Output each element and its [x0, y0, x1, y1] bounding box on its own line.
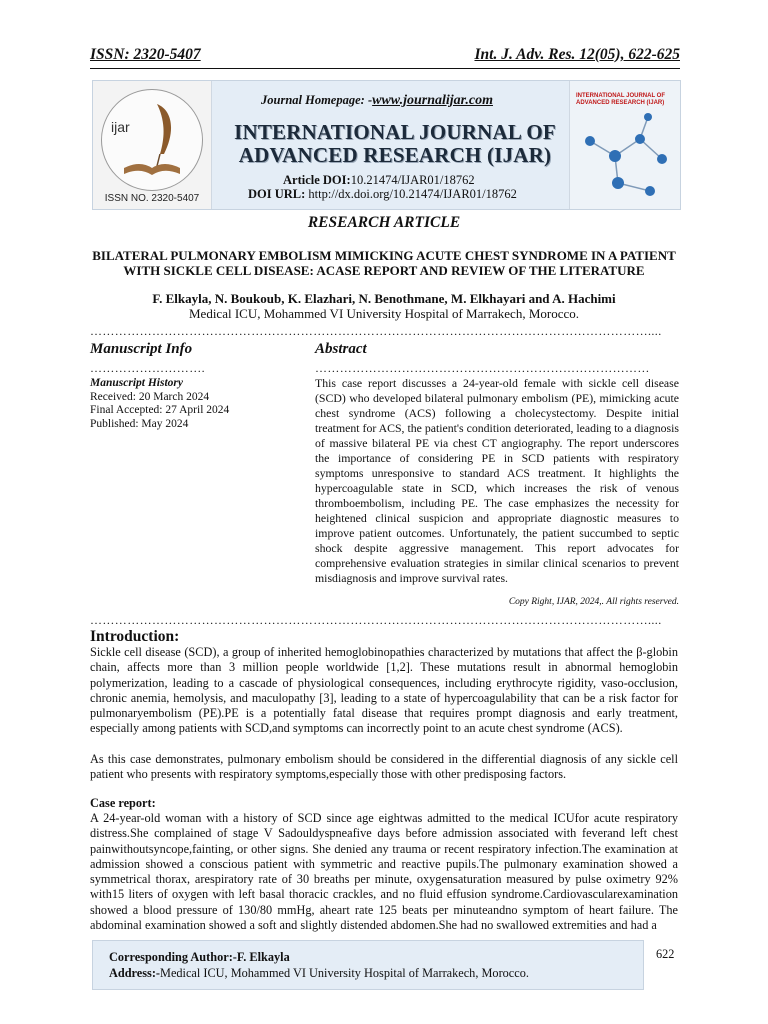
journal-cover [569, 81, 680, 209]
article-type: RESEARCH ARTICLE [307, 214, 461, 231]
molecule-graphic-icon [570, 81, 680, 209]
dotted-divider: ……………………………………………………………………………………………………………………….... [90, 324, 662, 338]
quill-book-icon [102, 90, 202, 190]
issn-label: ISSN: 2320-5407 [90, 46, 201, 63]
case-report-text: A 24-year-old woman with a history of SCD since age eightwas admitted to the medical ICUfor acute respiratory distress.She complained of stage V Sadouldyspneafive days before admission associated with feverand left chest painwithoutsyncope,fainting, or other signs. She denied any trauma or recent respiratory infection.The examination at admission showed a conscious patient with symmetric and reactive pupils.The pulmonary examination showed a symmetrical thorax, arespiratory rate of 30 breaths per minute, oxygensaturation measured by pulse oximetry 92% with15 liters of oxygen with left basal thoracic crackles, and no fluid effusion syndrome.Cardiovascularexamination showed a blood pressure of 130/80 mmHg, aheart rate 125 beats per minuteandno symptom of heart failure. The abdominal examination showed a soft and slightly distended abdomen.She had no swallowed extremities and had a [90, 811, 678, 933]
journal-title-line2: ADVANCED RESEARCH (IJAR) [238, 143, 552, 167]
manuscript-history [90, 377, 300, 431]
corresponding-author-box [92, 940, 644, 990]
abstract-text: This case report discusses a 24-year-old female with sickle cell disease (SCD) who developed bilateral pulmonary embolism (PE), mimicking acute chest syndrome (ACS) following a cholecystectomy. Despite initial treatment for ACS, the patient's condition deteriorated, leading to a diagnosis of massive bilateral PE via chest CT angiography. The report underscores the importance of considering PE in SCD patients with respiratory symptoms unresponsive to standard ACS treatment. It highlights the hypercoagulable state in SCD, which increases the risk of venous thromboembolism, including PE. The case emphasizes the necessity for heightened clinical suspicion and appropriate diagnostic measures to improve patient outcomes. Unfortunately, the patient succumbed to septic shock despite aggressive management. This report advocates for comprehensive evaluation strategies in similar clinical scenarios to prevent misdiagnosis and improve survival rates. [315, 376, 679, 585]
doi-label: Article DOI: [283, 173, 351, 187]
corresponding-author [109, 950, 290, 965]
introduction-paragraph-1: Sickle cell disease (SCD), a group of inherited hemoglobinopathies characterized by mutations that affect the β-globin chain, affects more than 3 million people worldwide [1,2]. These mutations result in abnormal hemoglobin polymerization, leading to a cascade of physiological consequences, including erythrocyte rigidity, vaso-occlusion, chronic anemia, hemolysis, and maculopathy [3], leading to a state of hypercoagulability that can be a risk factor for pulmonaryembolism (PE).PE is a potentially fatal disease that requires prompt diagnosis and early treatment, especially among patients with SCD,and symptoms can incorrectly point to an acute chest syndrome (ACS). [90, 645, 678, 736]
logo-text: ijar [111, 119, 130, 135]
homepage-link[interactable]: www.journalijar.com [372, 93, 493, 108]
doi-value: 10.21474/IJAR01/18762 [350, 173, 475, 187]
article-doi [283, 173, 475, 188]
manuscript-info-heading: Manuscript Info [90, 341, 193, 357]
page-number: 622 [656, 947, 675, 961]
doi-url-label: DOI URL: [248, 187, 309, 201]
published-date: Published: May 2024 [90, 417, 189, 430]
case-report-heading: Case report: [90, 796, 156, 810]
corresponding-label: Corresponding Author:- [109, 950, 237, 964]
article-title-line2: WITH SICKLE CELL DISEASE: ACASE REPORT AND REVIEW OF THE LITERATURE [123, 263, 645, 278]
introduction-paragraph-2: As this case demonstrates, pulmonary embolism should be considered in the differential diagnosis of any sickle cell patient who presents with respiratory symptoms,especially those with other predisposing factors. [90, 752, 678, 782]
accepted-date: Final Accepted: 27 April 2024 [90, 404, 230, 416]
abstract-heading: Abstract [315, 341, 367, 357]
journal-title [215, 121, 575, 167]
address-text: Medical ICU, Mohammed VI University Hospital of Marrakech, Morocco. [160, 966, 529, 980]
corresponding-address [109, 966, 529, 981]
journal-citation: Int. J. Adv. Res. 12(05), 622-625 [474, 46, 680, 63]
journal-banner [92, 80, 681, 210]
dotted-divider: ……………………………………………………………………………………………………………………….... [90, 613, 662, 627]
dotted-divider: ………………………. [90, 361, 205, 375]
journal-homepage [261, 93, 493, 109]
article-title-line1: BILATERAL PULMONARY EMBOLISM MIMICKING ACUTE CHEST SYNDROME IN A PATIENT [92, 248, 676, 263]
copyright-notice: Copy Right, IJAR, 2024,. All rights reserved. [508, 597, 679, 607]
corresponding-name: F. Elkayla [236, 950, 290, 964]
introduction-heading: Introduction: [90, 628, 180, 645]
article-title [80, 248, 688, 278]
dotted-divider: ……………………………………………………………………… [315, 361, 650, 375]
doi-url [248, 187, 517, 202]
received-date: Received: 20 March 2024 [90, 390, 210, 403]
manuscript-history-label: Manuscript History [90, 377, 183, 389]
cover-title: INTERNATIONAL JOURNAL OF ADVANCED RESEARCH (IJAR) [576, 93, 666, 106]
journal-logo [93, 81, 212, 209]
logo-emblem [101, 89, 203, 191]
running-header [90, 44, 680, 69]
article-authors: F. Elkayla, N. Boukoub, K. Elazhari, N. Benothmane, M. Elkhayari and A. Hachimi [152, 291, 616, 306]
journal-title-line1: INTERNATIONAL JOURNAL OF [234, 120, 556, 144]
address-label: Address:- [109, 966, 161, 980]
doi-url-link[interactable]: http://dx.doi.org/10.21474/IJAR01/18762 [308, 187, 517, 201]
homepage-label: Journal Homepage: - [261, 93, 373, 107]
logo-issn: ISSN NO. 2320-5407 [104, 193, 200, 204]
article-affiliation: Medical ICU, Mohammed VI University Hospital of Marrakech, Morocco. [188, 306, 580, 321]
